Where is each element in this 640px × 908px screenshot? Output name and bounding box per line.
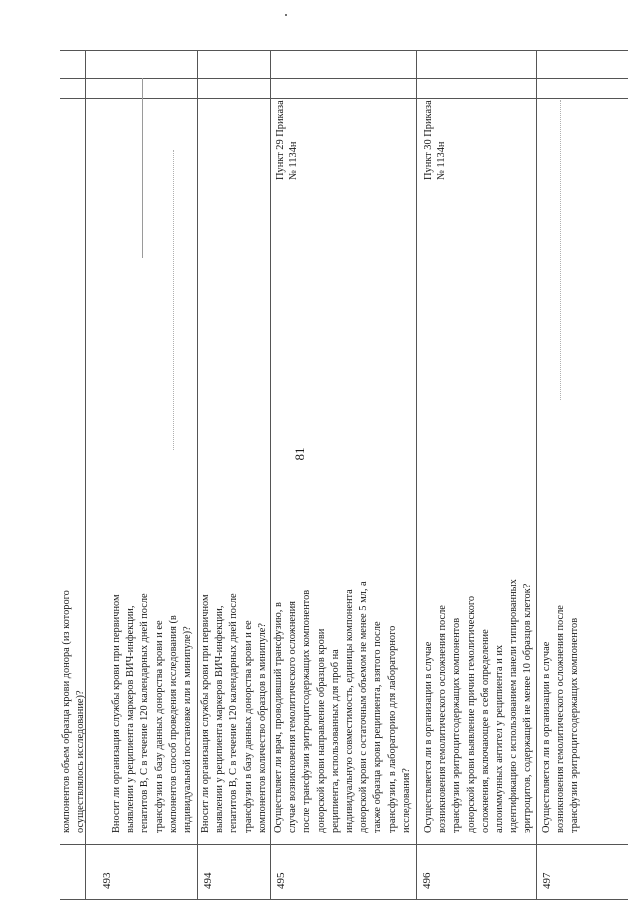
row-number: 495 bbox=[275, 872, 287, 889]
row-number: 497 bbox=[541, 872, 553, 889]
scan-speck bbox=[285, 14, 287, 16]
row-border bbox=[536, 50, 537, 900]
question-text: Осуществляется ли в организации в случае возникновения гемолитического осложнения после трансфузии эритроцитсодержащих компонентов bbox=[541, 605, 581, 833]
question-text: Осуществляет ли врач, проводивший трансфузию, в случае возникновения гемолитического осложнения после трансфузии эритроцитсодержащих компонентов донорской крови направление образцов крови реципиента, использованных для проб на индивидуальную совместимость, единицы компонента донорской крови с остаточным объемом не менее 5 мл, а также образца крови реципиента, взятого после трансфузии, в лабораторию для лабораторного исследования? bbox=[273, 581, 412, 833]
scan-line bbox=[142, 78, 143, 258]
row-border bbox=[270, 50, 271, 900]
table-rule bbox=[60, 78, 628, 79]
table-rule bbox=[60, 844, 628, 845]
scan-line bbox=[173, 150, 175, 450]
checklist-table bbox=[60, 50, 628, 900]
row-border bbox=[197, 50, 198, 900]
row-number: 493 bbox=[101, 872, 113, 889]
table-rule bbox=[60, 98, 628, 99]
legal-reference: Пункт 29 Приказа № 1134н bbox=[275, 100, 299, 180]
question-text: Вносит ли организация службы крови при первичном выявлении у реципиента маркеров ВИЧ-инфекции, гепатитов В, С в течение 120 календарных дней после трансфузии в базу данных донорства крови и ее компонентов количество образцов в минипуле? bbox=[200, 593, 268, 833]
question-text: компонентов объем образца крови донора (из которого осуществлялось исследование)? bbox=[61, 590, 87, 833]
legal-reference: Пункт 30 Приказа № 1134н bbox=[423, 100, 447, 180]
page-number: 81 bbox=[292, 447, 307, 461]
table-rule bbox=[60, 50, 628, 51]
row-number: 494 bbox=[202, 872, 214, 889]
question-text: Осуществляется ли в организации в случае возникновения гемолитического осложнения после трансфузии эритроцитсодержащих компонентов донорской крови выявление причин гемолитического осложнения, включающее в себя определение аллоиммунных антител у реципиента и их идентификацию с использованием панели типированных эритроцитов, содержащей не менее 10 образцов клеток? bbox=[423, 579, 534, 833]
question-text: Вносит ли организация службы крови при первичном выявлении у реципиента маркеров ВИЧ-инфекции, гепатитов В, С в течение 120 календарных дней после трансфузии в базу данных донорства крови и ее компонентов способ проведения исследования (в индивидуальной постановке или в минипуле)? bbox=[111, 593, 194, 833]
scan-line bbox=[560, 100, 562, 400]
table-rule bbox=[60, 899, 628, 900]
row-border bbox=[416, 50, 417, 900]
row-number: 496 bbox=[421, 872, 433, 889]
